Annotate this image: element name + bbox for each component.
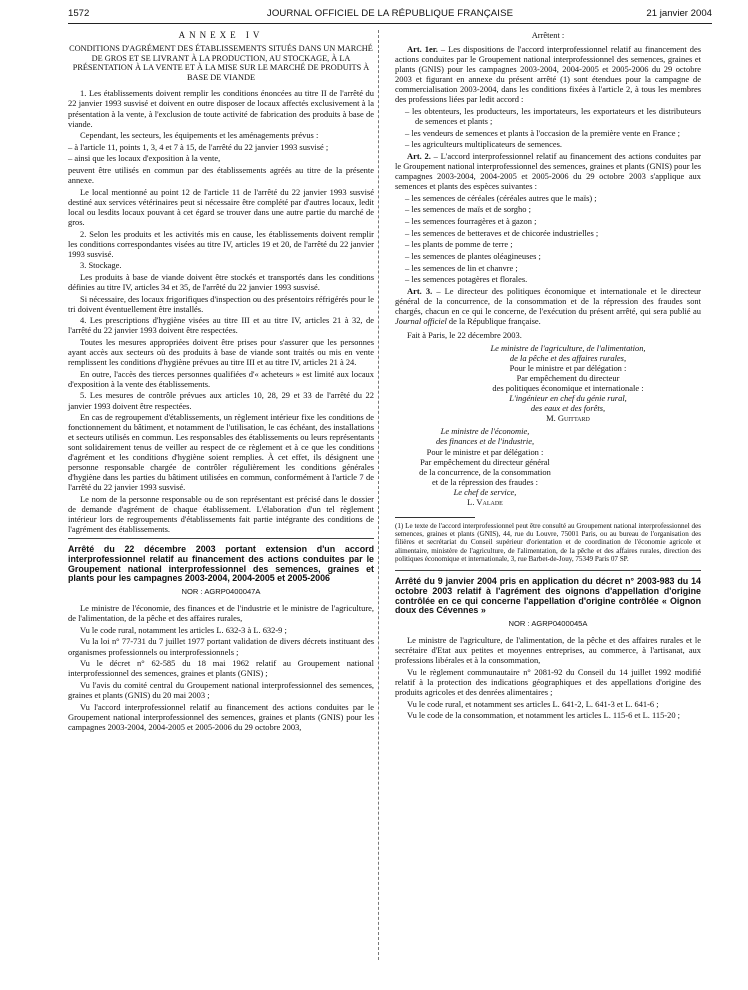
article-2 (395, 151, 701, 191)
list-item: – les semences fourragères et à gazon ; (405, 215, 537, 226)
list-item: – ainsi que les locaux d'exposition à la vente, (68, 153, 221, 164)
visa: Vu le code rural, notamment les articles L. 632-3 à L. 632-9 ; (80, 624, 287, 635)
paragraph: 1. Les établissements doivent remplir les conditions énoncées au titre II de l'arrêté du 22 janvier 1993 susvisé et doivent en outre disposer de locaux affectés exclusivement à la présentation à la vente, à l'exclusion de toute activité de fabrication des produits à base de viande. (68, 88, 374, 129)
footnote-rule (395, 517, 475, 518)
paragraph: Le ministre de l'agriculture, de l'alimentation, de la pêche et des affaires rurales et le secrétaire d'Etat aux petites et moyennes entreprises, au commerce, à l'artisanat, aux professions libérales et à la consommation, (395, 635, 701, 666)
article-text: – Le directeur des politiques économique et internationale et le directeur général de la concurrence, de la consommation et de la répression des fraudes sont chargés, chacun en ce qui le concerne, de l'exécution du présent arrêté, qui sera publié au (395, 285, 701, 316)
paragraph: peuvent être utilisés en commun par des établissements agréés au titre de la présente annexe. (68, 165, 374, 186)
left-column (68, 30, 374, 733)
page-number: 1572 (68, 8, 90, 19)
signature-line: Par empêchement du directeur (516, 373, 620, 384)
signature-line: Le chef de service, (453, 486, 517, 497)
nor-reference: NOR : AGRP0400045A (508, 619, 588, 629)
list-item: – les semences de céréales (céréales autres que le maïs) ; (405, 192, 597, 203)
section-rule (68, 538, 374, 539)
arrete-title: Arrêté du 22 décembre 2003 portant extension d'un accord interprofessionnel relatif au financement des actions conduites par le Groupement national interprofessionnel des semences, graines et plants pour les campagnes 2003-2004, 2004-2005 et 2005-2006 (68, 544, 374, 584)
paragraph: Le local mentionné au point 12 de l'article 11 de l'arrêté du 22 janvier 1993 susvisé destiné aux services vétérinaires peut si nécessaire être complété par d'autres locaux, ledit local ou lesdits locaux pouvant à cet égard se trouver dans une autre partie du marché de gros. (68, 186, 374, 227)
paragraph: Le ministre de l'économie, des finances et de l'industrie et le ministre de l'agriculture, de l'alimentation, de la pêche et des affaires rurales, (68, 603, 374, 624)
signature-line: des finances et de l'industrie, (435, 436, 535, 447)
article-text: – Les dispositions de l'accord interprofessionnel relatif au financement des actions conduites par le Groupement national interprofessionnel des semences, graines et plants (GNIS) pour les campagnes 2003-2004, 2004-2005 et 2005-2006 du 29 octobre 2003 et figurant en annexe du présent arrêté (1) sont étendues pour la campagne de commercialisation 2003-2004, dans les conditions fixées à l'article 2, à tous les membres des professions liées par ledit accord : (395, 44, 701, 105)
arrete-title: Arrêté du 9 janvier 2004 pris en application du décret n° 2003-983 du 14 octobre 2003 relatif à l'agrément des oignons d'appellation d'origine contrôlée en ce qui concerne l'appellation d'origine contrôlée « Oignon doux des Cévennes » (395, 576, 701, 616)
article-text: de la République française. (446, 315, 541, 326)
signature-block-2 (395, 426, 575, 506)
visa: Vu la loi n° 77-731 du 7 juillet 1977 portant validation de divers décrets instituant des organismes professionnels ou interprofessionnels ; (68, 636, 374, 657)
footnote: (1) Le texte de l'accord interprofessionnel peut être consulté au Groupement national interprofessionnel des semences, graines et plants (GNIS), 44, rue du Louvre, 75001 Paris, ou au bureau de l'organisation des filières et secrétariat du Conseil supérieur d'orientation et de coordination de l'économie agricole et alimentaire, ministère de l'agriculture, de l'alimentation, de la pêche et des affaires rurales, direction des politiques économique et internationale, 3, rue Barbet-de-Jouy, 75349 Paris 07 SP. (395, 521, 701, 563)
list-item: – les obtenteurs, les producteurs, les importateurs, les exportateurs et les distributeurs de semences et plants ; (405, 105, 701, 126)
header-rule (68, 23, 712, 24)
visa: Vu l'accord interprofessionnel relatif au financement des actions conduites par le Groupement national interprofessionnel des semences, graines et plants (GNIS) pour les campagnes 2003-2004, 2004-2005 et 2005-2006 du 29 octobre 2003, (68, 701, 374, 732)
visa: Vu le décret n° 62-585 du 18 mai 1962 relatif au Groupement national interprofessionnel des semences, graines et plants (GNIS) ; (68, 658, 374, 679)
visa: Vu le code rural, et notamment ses articles L. 641-2, L. 641-3 et L. 641-6 ; (407, 698, 659, 709)
nor-reference: NOR : AGRP0400047A (181, 587, 261, 597)
journal-name: Journal officiel (395, 315, 447, 326)
annexe-title: CONDITIONS D'AGRÉMENT DES ÉTABLISSEMENTS SITUÉS DANS UN MARCHÉ DE GROS ET SE LIVRANT À LA PRODUCTION, AU STOCKAGE, À LA PRÉSENTATION À LA VENTE ET À LA MISE SUR LE MARCHÉ DE PRODUITS À BASE DE VIANDE (69, 44, 373, 82)
list-item: – les vendeurs de semences et plants à l'occasion de la première vente en France ; (405, 127, 680, 138)
visa: Vu le code de la consommation, et notamment les articles L. 115-6 et L. 115-20 ; (407, 710, 681, 721)
signature-line: Par empêchement du directeur général (420, 456, 550, 467)
species-list (395, 193, 701, 285)
page-header (68, 8, 712, 22)
signature-line: de la pêche et des affaires rurales, (509, 353, 627, 364)
paragraph: Toutes les mesures appropriées doivent être prises pour s'assurer que les personnes ayant accès aux secteurs où des produits à base de viande sont traités ou mis en vente remplissent les conditions d'hygiène prévues au titre III et au titre IV, articles 21 à 24. (68, 337, 374, 368)
article-label: Art. 3. (407, 285, 433, 296)
signature-line: Le ministre de l'économie, (440, 426, 530, 437)
paragraph: Si nécessaire, des locaux frigorifiques d'inspection ou des présentoirs réfrigérés pour le tri doivent éventuellement être installés. (68, 293, 374, 314)
annexe-label: ANNEXE IV (178, 30, 264, 40)
signature-line: Pour le ministre et par délégation : (426, 446, 544, 457)
issue-date: 21 janvier 2004 (646, 8, 712, 19)
signatory-name: M. Guittard (546, 413, 590, 424)
signature-line: et de la répression des fraudes : (432, 476, 538, 487)
article-text: – L'accord interprofessionnel relatif au financement des actions conduites par le Groupement national interprofessionnel des semences, graines et plants (GNIS) pour les campagnes 2003-2004, 2004-2005 et 2005-2006 du 29 octobre 2003 s'applique aux semences et plants des espèces suivantes : (395, 150, 702, 192)
visa: Vu le règlement communautaire n° 2081-92 du Conseil du 14 juillet 1992 modifié relatif à la protection des indications géographiques et des appellations d'origine des produits agricoles et des denrées alimentaires ; (395, 666, 701, 697)
list-item: – les plants de pomme de terre ; (405, 239, 513, 250)
paragraph: 3. Stockage. (80, 260, 122, 271)
paragraph: En outre, l'accès des tierces personnes qualifiées d'« acheteurs » est limité aux locaux d'exposition à la vente des établissements. (68, 368, 374, 389)
list-item: – les agriculteurs multiplicateurs de semences. (405, 139, 562, 150)
signature-line: des politiques économique et internationale : (492, 383, 644, 394)
signatory-name: L. Valade (467, 496, 503, 507)
list-item: – les semences potagères et florales. (405, 274, 528, 285)
signature-line: Pour le ministre et par délégation : (509, 363, 627, 374)
article-3 (395, 286, 701, 326)
signature-line: L'ingénieur en chef du génie rural, (509, 393, 627, 404)
visa: Vu l'avis du comité central du Groupement national interprofessionnel des semences, graines et plants (GNIS) du 20 mai 2003 ; (68, 679, 374, 700)
paragraph: 2. Selon les produits et les activités mis en cause, les établissements doivent remplir les conditions correspondantes visées au titre IV, articles 19 et 20, de l'arrêté du 22 janvier 1993 susvisé. (68, 228, 374, 259)
paragraph: Le nom de la personne responsable ou de son représentant est précisé dans le dossier de demande d'agrément de chaque établissement. L'élaboration d'un tel règlement intérieur lors de regroupements d'établissements fait partie intégrante des conditions de l'agrément des établissements. (68, 494, 374, 535)
list-item: – à l'article 11, points 1, 3, 4 et 7 à 15, de l'arrêté du 22 janvier 1993 susvisé ; (68, 141, 329, 152)
paragraph: Les produits à base de viande doivent être stockés et transportés dans les conditions définies au titre IV, articles 34 et 35, de l'arrêté du 22 janvier 1993 susvisé. (68, 271, 374, 293)
paragraph: En cas de regroupement d'établissements, un règlement intérieur fixe les conditions de fonctionnement du bâtiment, et notamment de l'utilisation, le cas échéant, des installations et secteurs utilisés en commun. Les responsables des établissements ou leurs représentants sont solidairement tenus de veiller au respect de ce règlement et à ce que les conditions d'agrément et les conditions d'hygiène soient remplies. À cet effet, ils désignent une personne responsable chargée de contrôler régulièrement les conditions générales d'hygiène dans les parties du bâtiment utilisées en commun, conformément à l'article 7 de l'arrêté du 22 janvier 1993 susvisé. (68, 412, 374, 493)
journal-title: JOURNAL OFFICIEL DE LA RÉPUBLIQUE FRANÇAISE (266, 8, 514, 19)
signature-block-1 (395, 343, 701, 423)
column-divider (378, 30, 379, 960)
paragraph: 4. Les prescriptions d'hygiène visées au titre III et au titre IV, articles 21 à 32, de l'arrêté du 22 janvier 1993 doivent être respectées. (68, 315, 374, 336)
article-1 (395, 44, 701, 104)
article-label: Art. 2. (407, 150, 431, 161)
done-at: Fait à Paris, le 22 décembre 2003. (407, 329, 522, 340)
list-item: – les semences de maïs et de sorgho ; (405, 204, 531, 215)
right-column (395, 30, 701, 722)
list-item: – les semences de lin et chanvre ; (405, 262, 518, 273)
signature-line: Le ministre de l'agriculture, de l'alimentation, (490, 343, 646, 354)
section-rule (395, 570, 701, 571)
list-item: – les semences de plantes oléagineuses ; (405, 250, 541, 261)
list-item: – les semences de betteraves et de chicorée industrielles ; (405, 227, 599, 238)
article-label: Art. 1er. (407, 44, 438, 55)
signature-line: de la concurrence, de la consommation (419, 466, 551, 477)
arretent-heading: Arrêtent : (531, 30, 565, 40)
paragraph: 5. Les mesures de contrôle prévues aux articles 10, 28, 29 et 33 de l'arrêté du 22 janvier 1993 doivent être respectées. (68, 390, 374, 411)
paragraph: Cependant, les secteurs, les équipements et les aménagements prévus : (80, 130, 319, 141)
signature-line: des eaux et des forêts, (530, 403, 606, 414)
